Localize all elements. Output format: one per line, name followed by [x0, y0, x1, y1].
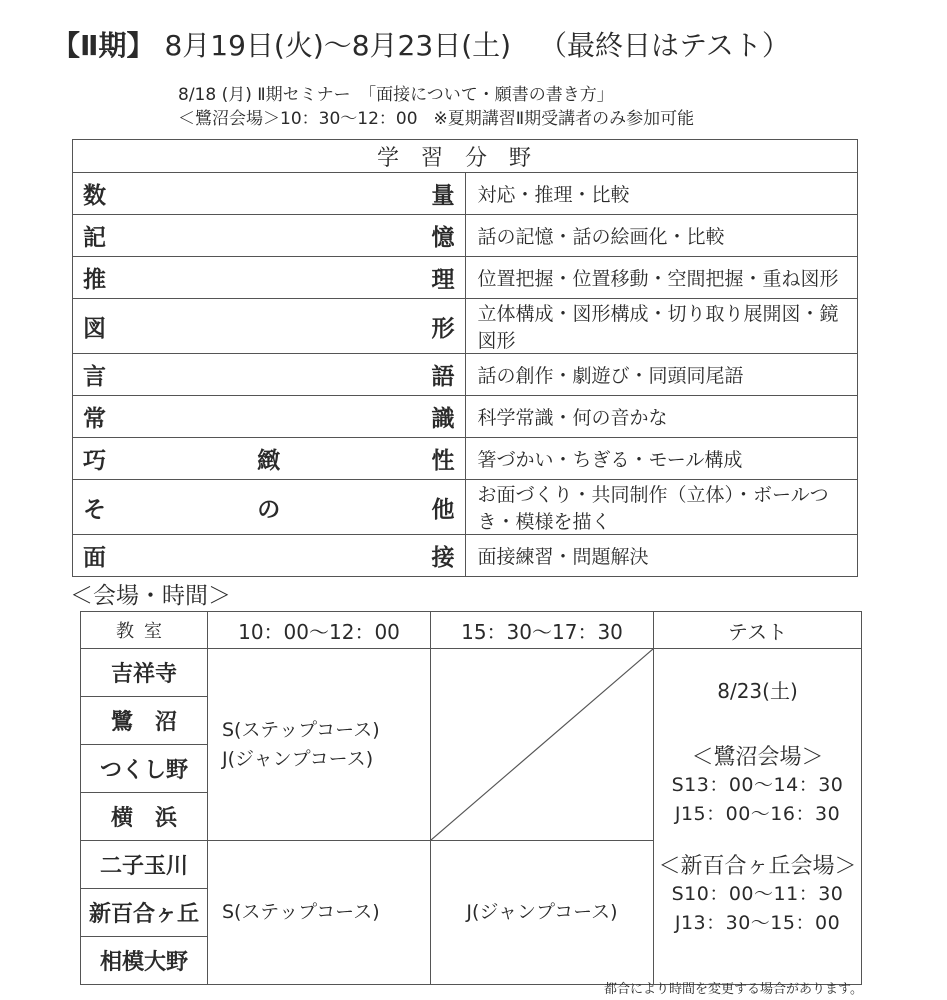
field-name: 面 接 — [73, 535, 466, 577]
table-row — [73, 354, 858, 396]
header-room: 教室 — [81, 612, 208, 649]
test-time: S13：00～14：30 — [671, 774, 844, 796]
test-venue-saginuma: ＜鷺沼会場＞ — [691, 745, 824, 770]
table-row — [73, 535, 858, 577]
venue-name: つくし野 — [81, 745, 208, 793]
field-description: お面づくり・共同制作（立体）・ボールつき・模様を描く — [465, 480, 858, 535]
group1-morning-courses — [208, 649, 431, 841]
schedule-header-row — [81, 612, 862, 649]
field-description: 箸づかい・ちぎる・モール構成 — [465, 438, 858, 480]
venue-name: 鷺 沼 — [81, 697, 208, 745]
field-name: 数 量 — [73, 173, 466, 215]
course-step: S(ステップコース) — [222, 718, 380, 741]
footnote: 都合により時間を変更する場合があります。 — [604, 982, 863, 997]
seminar-venue-time: ＜鷺沼会場＞10：30～12：00 — [178, 109, 418, 129]
term-dates: 8月19日(火)～8月23日(土) — [164, 29, 512, 62]
field-name: 言 語 — [73, 354, 466, 396]
table-row — [73, 299, 858, 354]
schedule-table — [80, 611, 862, 985]
no-class-cell — [431, 649, 654, 841]
test-time: S10：00～11：30 — [671, 883, 844, 905]
field-name: 巧 緻 性 — [73, 438, 466, 480]
test-date: 8/23(土) — [717, 679, 798, 703]
field-description: 話の記憶・話の絵画化・比較 — [465, 215, 858, 257]
test-info — [654, 649, 862, 985]
field-description: 科学常識・何の音かな — [465, 396, 858, 438]
schedule-title: ＜会場・時間＞ — [70, 583, 231, 609]
field-name: そ の 他 — [73, 480, 466, 535]
venue-name: 横 浜 — [81, 793, 208, 841]
group2-afternoon-course: J(ジャンプコース) — [431, 841, 654, 985]
study-fields-header: 学習分野 — [73, 140, 858, 173]
table-row — [73, 257, 858, 299]
test-venue-shinyurigaoka: ＜新百合ヶ丘会場＞ — [658, 854, 857, 879]
field-name: 図 形 — [73, 299, 466, 354]
table-row — [73, 396, 858, 438]
field-description: 面接練習・問題解決 — [465, 535, 858, 577]
venue-name: 相模大野 — [81, 937, 208, 985]
study-fields-table — [72, 139, 858, 577]
header-test: テスト — [654, 612, 862, 649]
table-row — [73, 215, 858, 257]
venue-name: 吉祥寺 — [81, 649, 208, 697]
header-morning: 10：00～12：00 — [208, 612, 431, 649]
seminar-line: 8/18 (月) Ⅱ期セミナー 「面接について・願書の書き方」 — [178, 85, 614, 105]
test-time: J13：30～15：00 — [674, 912, 841, 934]
seminar-venue-line — [178, 104, 694, 129]
term-note: （最終日はテスト） — [539, 29, 790, 62]
seminar-eligibility-note: ※夏期講習Ⅱ期受講者のみ参加可能 — [433, 109, 695, 129]
term-label: 【Ⅱ期】 — [52, 29, 155, 62]
test-time: J15：00～16：30 — [674, 803, 841, 825]
table-row — [81, 649, 862, 697]
venue-name: 新百合ヶ丘 — [81, 889, 208, 937]
field-description: 立体構成・図形構成・切り取り展開図・鏡図形 — [465, 299, 858, 354]
table-row — [73, 438, 858, 480]
venue-name: 二子玉川 — [81, 841, 208, 889]
course-jump: J(ジャンプコース) — [222, 747, 374, 770]
table-row — [73, 480, 858, 535]
field-name: 推 理 — [73, 257, 466, 299]
group2-morning-course: S(ステップコース) — [208, 841, 431, 985]
field-name: 記 憶 — [73, 215, 466, 257]
field-description: 対応・推理・比較 — [465, 173, 858, 215]
term-title — [52, 24, 790, 64]
table-row — [73, 173, 858, 215]
field-description: 位置把握・位置移動・空間把握・重ね図形 — [465, 257, 858, 299]
diagonal-slash-icon — [431, 649, 653, 840]
field-description: 話の創作・劇遊び・同頭同尾語 — [465, 354, 858, 396]
field-name: 常 識 — [73, 396, 466, 438]
header-afternoon: 15：30～17：30 — [431, 612, 654, 649]
